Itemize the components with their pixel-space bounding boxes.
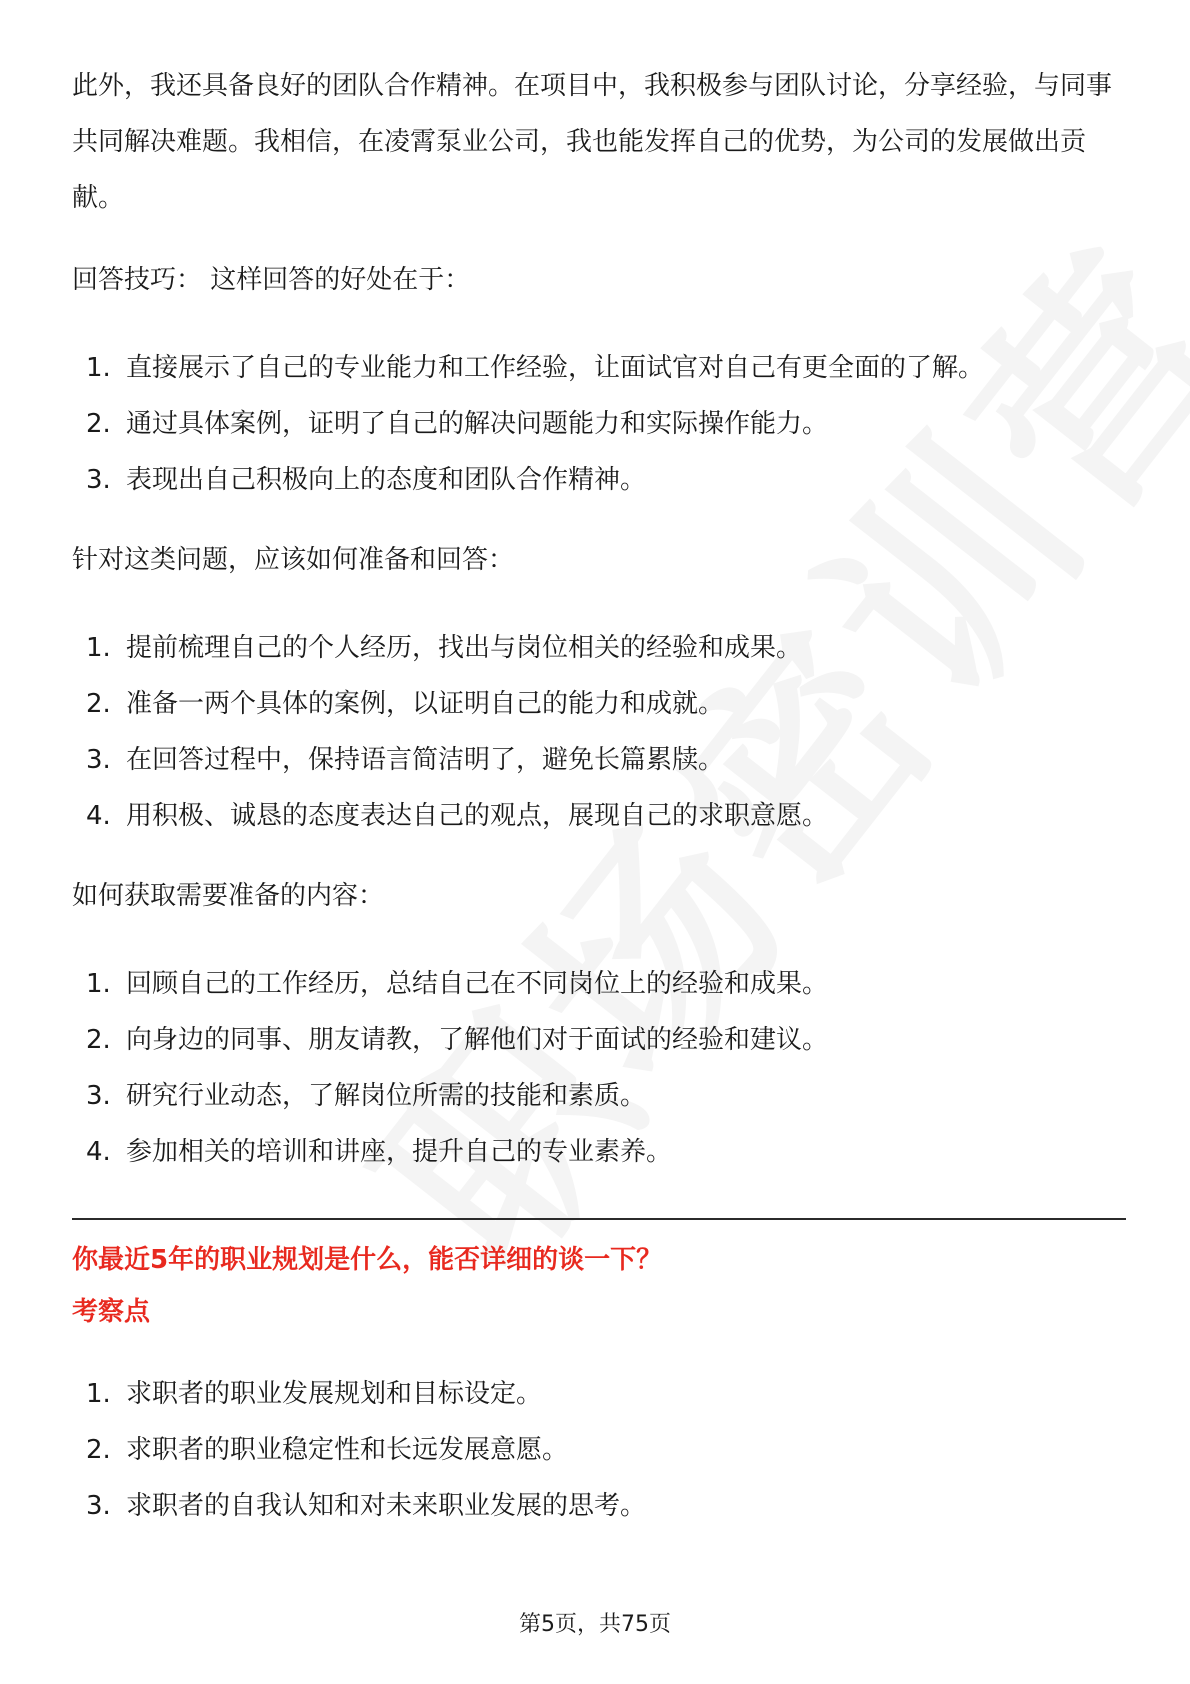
list-item-text: 求职者的自我认知和对未来职业发展的思考。 [126, 1491, 647, 1521]
list-item [72, 1422, 1126, 1478]
page-number: 第5页，共75页 [519, 1612, 671, 1637]
list-item [72, 732, 1126, 788]
document-body [72, 58, 1126, 1534]
list-item-number: 2. [86, 1025, 111, 1055]
list-item-number: 1. [86, 969, 111, 999]
answer-tips-label: 回答技巧： 这样回答的好处在于： [72, 265, 471, 295]
list-item-number: 3. [86, 1491, 111, 1521]
list-item [72, 676, 1126, 732]
list-item-number: 3. [86, 465, 111, 495]
section-divider [72, 1218, 1126, 1220]
list-item-text: 求职者的职业发展规划和目标设定。 [126, 1379, 543, 1409]
list-item [72, 1478, 1126, 1534]
list-item-text: 回顾自己的工作经历，总结自己在不同岗位上的经验和成果。 [126, 969, 829, 999]
list-item-number: 3. [86, 745, 111, 775]
list-item-number: 3. [86, 1081, 111, 1111]
list-item-text: 用积极、诚恳的态度表达自己的观点，展现自己的求职意愿。 [126, 801, 829, 831]
list-item-text: 提前梳理自己的个人经历，找出与岗位相关的经验和成果。 [126, 633, 803, 663]
list-item [72, 1068, 1126, 1124]
answer-tips-list [72, 340, 1126, 508]
list-item [72, 452, 1126, 508]
list-item [72, 340, 1126, 396]
list-item-number: 2. [86, 409, 111, 439]
list-item-text: 准备一两个具体的案例，以证明自己的能力和成就。 [126, 689, 725, 719]
list-item [72, 788, 1126, 844]
list-item-text: 表现出自己积极向上的态度和团队合作精神。 [126, 465, 647, 495]
list-item-text: 参加相关的培训和讲座，提升自己的专业素养。 [126, 1137, 673, 1167]
list-item-number: 1. [86, 633, 111, 663]
list-item-text: 向身边的同事、朋友请教，了解他们对于面试的经验和建议。 [126, 1025, 829, 1055]
list-item-text: 直接展示了自己的专业能力和工作经验，让面试官对自己有更全面的了解。 [126, 353, 985, 383]
list-item [72, 956, 1126, 1012]
list-item-text: 求职者的职业稳定性和长远发展意愿。 [126, 1435, 569, 1465]
list-item [72, 396, 1126, 452]
list-item [72, 1366, 1126, 1422]
assessment-points-list [72, 1366, 1126, 1534]
list-item-text: 在回答过程中，保持语言简洁明了，避免长篇累牍。 [126, 745, 725, 775]
list-item-number: 4. [86, 1137, 111, 1167]
intro-paragraph: 此外，我还具备良好的团队合作精神。在项目中，我积极参与团队讨论，分享经验，与同事共同解决难题。我相信，在凌霄泵业公司，我也能发挥自己的优势，为公司的发展做出贡献。 [72, 71, 1113, 213]
list-item [72, 620, 1126, 676]
prepare-list [72, 620, 1126, 844]
list-item-number: 2. [86, 689, 111, 719]
list-item [72, 1124, 1126, 1180]
obtain-label: 如何获取需要准备的内容： [72, 881, 385, 911]
list-item [72, 1012, 1126, 1068]
prepare-label: 针对这类问题，应该如何准备和回答： [72, 545, 515, 575]
assessment-points-heading: 考察点 [72, 1297, 151, 1327]
list-item-text: 通过具体案例，证明了自己的解决问题能力和实际操作能力。 [126, 409, 829, 439]
list-item-number: 2. [86, 1435, 111, 1465]
list-item-number: 4. [86, 801, 111, 831]
obtain-list [72, 956, 1126, 1180]
list-item-number: 1. [86, 1379, 111, 1409]
list-item-number: 1. [86, 353, 111, 383]
list-item-text: 研究行业动态，了解岗位所需的技能和素质。 [126, 1081, 647, 1111]
question-title: 你最近5年的职业规划是什么，能否详细的谈一下？ [72, 1245, 663, 1275]
